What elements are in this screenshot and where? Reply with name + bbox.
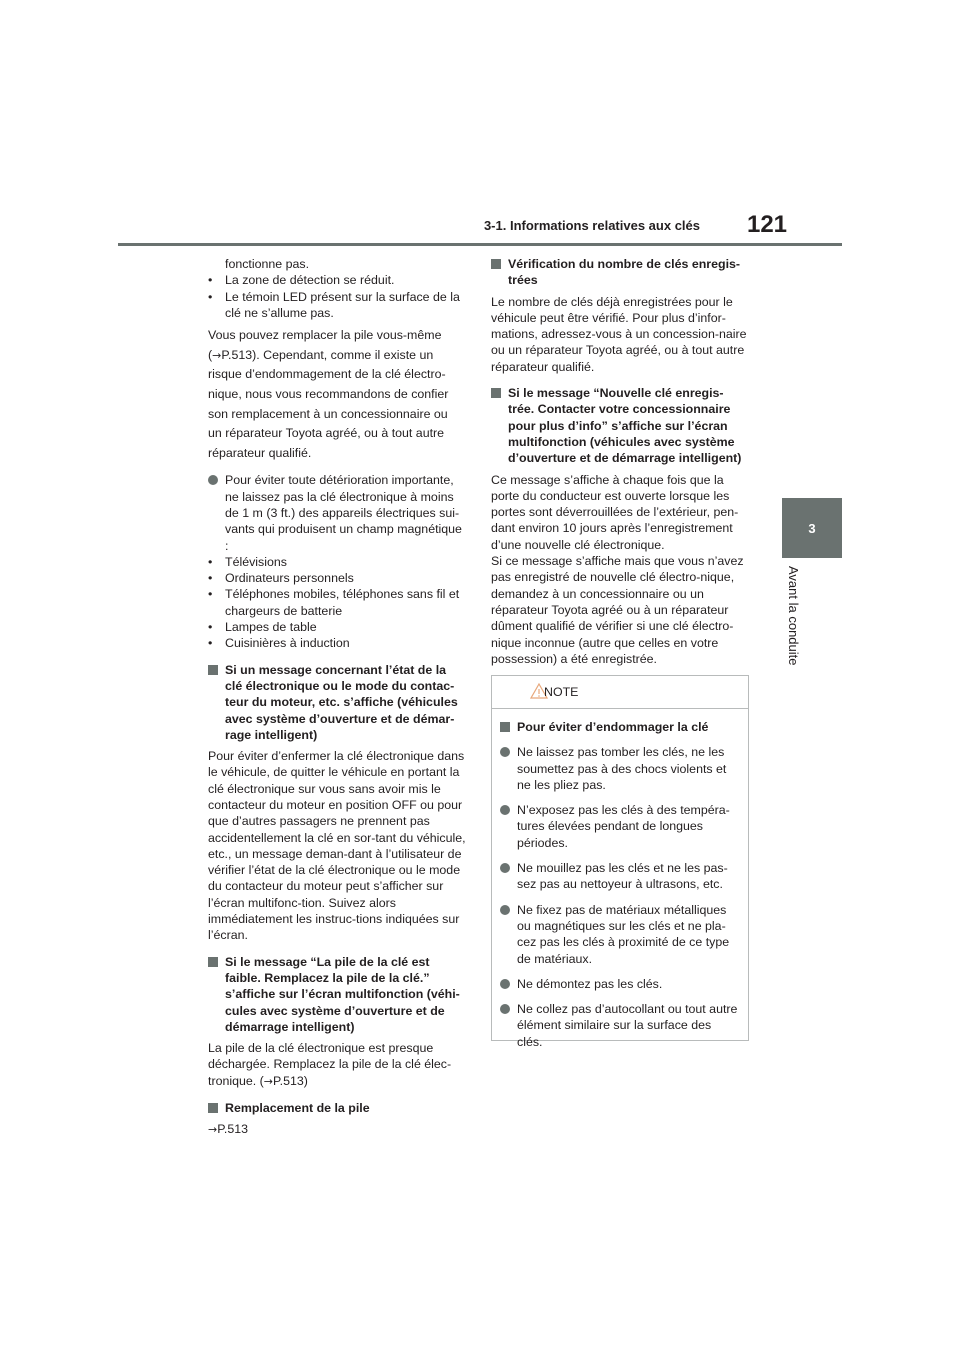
page-reference: P.513) — [273, 1073, 308, 1088]
chapter-tab — [782, 498, 842, 558]
page-number: 121 — [746, 211, 788, 238]
battery-line: nique, nous vous recommandons de confier — [208, 386, 449, 401]
left-column — [208, 256, 466, 1139]
section-heading — [208, 662, 466, 743]
heading-text: Si un message concernant l’état de la clé électronique ou le mode du contac-teur du moteur, etc. s’affiche (véhicules avec système d’ouverture et de démar-rage intelligent) — [225, 662, 458, 742]
right-column — [491, 256, 749, 667]
list-item — [208, 635, 466, 651]
list-item — [208, 554, 466, 570]
circle-bullet-icon — [208, 475, 218, 485]
heading-text: Remplacement de la pile — [225, 1101, 370, 1116]
header-rule — [118, 243, 842, 246]
arrow-icon: → — [263, 1074, 274, 1088]
note-item-text: Ne fixez pas de matériaux métalliques ou magnétiques sur les clés et ne pla-cez pas les clés à proximité de ce type de matériaux. — [517, 902, 730, 966]
list-item — [208, 570, 466, 586]
section-heading — [208, 1100, 466, 1116]
square-heading-icon — [491, 388, 501, 398]
square-heading-icon — [208, 665, 218, 675]
bullet-symbol: • — [208, 273, 213, 288]
battery-paragraph — [208, 326, 466, 463]
circle-bullet-icon — [500, 905, 510, 915]
protect-text: Pour éviter toute détérioration importante, ne laissez pas la clé électronique à moins de 1 m (3 ft.) des appareils électriques sui-vants qui produisent un champ magnétique : — [225, 473, 462, 553]
note-body — [492, 709, 748, 1050]
note-item — [500, 976, 740, 992]
note-heading — [500, 719, 740, 735]
body-paragraph — [208, 1040, 466, 1090]
battery-line: réparateur qualifié. — [208, 445, 312, 460]
section-heading — [491, 385, 749, 466]
square-heading-icon — [208, 1103, 218, 1113]
bullet-symbol: • — [208, 587, 213, 602]
heading-text: Pour éviter d’endommager la clé — [517, 720, 709, 734]
bullet-symbol: • — [208, 620, 213, 635]
battery-line: un réparateur Toyota agréé, ou à tout autre — [208, 426, 445, 441]
heading-text: Si le message “Nouvelle clé enregis-trée. Contacter votre concessionnaire pour plus d’info” s’affiche sur l’écran multifonction (véhicules avec système d’ouverture et de démarrage intelligent) — [508, 386, 742, 466]
note-item-text: Ne mouillez pas les clés et ne les pas-sez pas au nettoyeur à ultrasons, etc. — [517, 861, 728, 892]
list-item-text: La zone de détection se réduit. — [225, 273, 395, 288]
note-item — [500, 860, 740, 893]
arrow-icon: → — [212, 348, 222, 362]
note-item-text: Ne laissez pas tomber les clés, ne les soumettez pas à des chocs violents et ne les pliez pas. — [517, 745, 727, 792]
list-item-text: Lampes de table — [225, 620, 317, 635]
note-item — [500, 1001, 740, 1050]
open-paren: ( — [208, 347, 213, 362]
note-item-text: N’exposez pas les clés à des tempéra-tures élevées pendant de longues périodes. — [517, 803, 730, 850]
page-reference-line — [208, 1121, 466, 1138]
circle-bullet-icon — [500, 747, 510, 757]
note-item-text: Ne collez pas d’autocollant ou tout autre élément similaire sur la surface des clés. — [517, 1002, 738, 1049]
section-heading — [491, 256, 749, 289]
list-item-text: Téléphones mobiles, téléphones sans fil et chargeurs de batterie — [225, 587, 460, 618]
square-heading-icon — [491, 259, 501, 269]
note-header — [492, 676, 748, 709]
body-paragraph: Ce message s’affiche à chaque fois que la porte du conducteur est ouverte lorsque les portes sont déverrouillées de l’extérieur, pen-dant environ 10 jours après l’enregistrement d’une nouvelle clé électronique. Si ce message s’affiche mais que vous n’avez pas enregistré de nouvelle clé électro-nique, demandez à un concessionnaire ou un réparateur Toyota agréé ou à un réparateur dûment qualifié de vérifier si une clé électro-nique inconnue (autre que celles en votre possession) a été enregistrée. — [491, 472, 744, 666]
battery-line: risque d’endommagement de la clé électro- — [208, 367, 446, 382]
list-item — [208, 289, 466, 322]
page-reference: P.513 — [217, 1122, 249, 1137]
square-heading-icon — [500, 722, 510, 732]
note-box — [491, 675, 749, 1049]
arrow-icon: → — [208, 1123, 218, 1137]
circle-bullet-icon — [500, 979, 510, 989]
square-heading-icon — [208, 957, 218, 967]
section-heading — [208, 954, 466, 1035]
note-title: NOTE — [544, 685, 579, 699]
list-item-text: Télévisions — [225, 554, 287, 569]
list-item — [208, 586, 466, 619]
circle-bullet-icon — [500, 1004, 510, 1014]
heading-text: Si le message “La pile de la clé est faible. Remplacez la pile de la clé.” s’affiche sur l’écran multifonction (véhi-cules avec système d’ouverture et de démarrage intelligent) — [225, 954, 460, 1034]
continued-line: fonctionne pas. — [225, 257, 310, 271]
bullet-symbol: • — [208, 554, 213, 569]
list-item — [208, 272, 466, 288]
section-title: 3-1. Informations relatives aux clés — [483, 218, 700, 233]
heading-text: Vérification du nombre de clés enregis-trées — [508, 257, 741, 288]
battery-line-text: P.513). Cependant, comme il existe un — [221, 347, 434, 362]
body-text: La pile de la clé électronique est presque déchargée. Remplacez la pile de la clé élec-tronique. ( — [208, 1041, 452, 1088]
body-paragraph: Le nombre de clés déjà enregistrées pour le véhicule peut être vérifié. Pour plus d’infor-mations, adressez-vous à un concession-naire ou un réparateur Toyota agréé, ou à tout autre réparateur qualifié. — [491, 294, 747, 374]
note-item — [500, 744, 740, 793]
protect-item — [208, 472, 466, 553]
list-item-text: Ordinateurs personnels — [225, 571, 354, 586]
note-item — [500, 802, 740, 851]
list-item — [208, 619, 466, 635]
bullet-symbol: • — [208, 571, 213, 586]
chapter-title: Avant la conduite — [786, 566, 801, 666]
body-paragraph: Pour éviter d’enfermer la clé électronique dans le véhicule, de quitter le véhicule en portant la clé électronique sur vous sans avoir mis le contacteur du moteur en position OFF ou pour que d’autres passagers ne prennent pas accidentellement la clé en sor-tant du véhicule, etc., un message deman-dant à l’utilisateur de vérifier l’état de la clé électronique ou le mode du contacteur du moteur peut s’afficher sur l’écran multifonc-tion. Suivez alors immédiatement les instruc-tions indiquées sur l’écran. — [208, 749, 466, 943]
circle-bullet-icon — [500, 805, 510, 815]
list-item-text: Cuisinières à induction — [225, 636, 350, 651]
note-item — [500, 902, 740, 967]
bullet-symbol: • — [208, 636, 213, 651]
bullet-symbol: • — [208, 289, 213, 304]
battery-line: son remplacement à un concessionnaire ou — [208, 406, 448, 421]
list-item-text: Le témoin LED présent sur la surface de la clé ne s’allume pas. — [225, 289, 460, 320]
note-item-text: Ne démontez pas les clés. — [517, 976, 663, 991]
battery-line: Vous pouvez remplacer la pile vous-même — [208, 328, 442, 343]
battery-line — [208, 346, 466, 366]
chapter-number: 3 — [808, 520, 816, 536]
circle-bullet-icon — [500, 863, 510, 873]
